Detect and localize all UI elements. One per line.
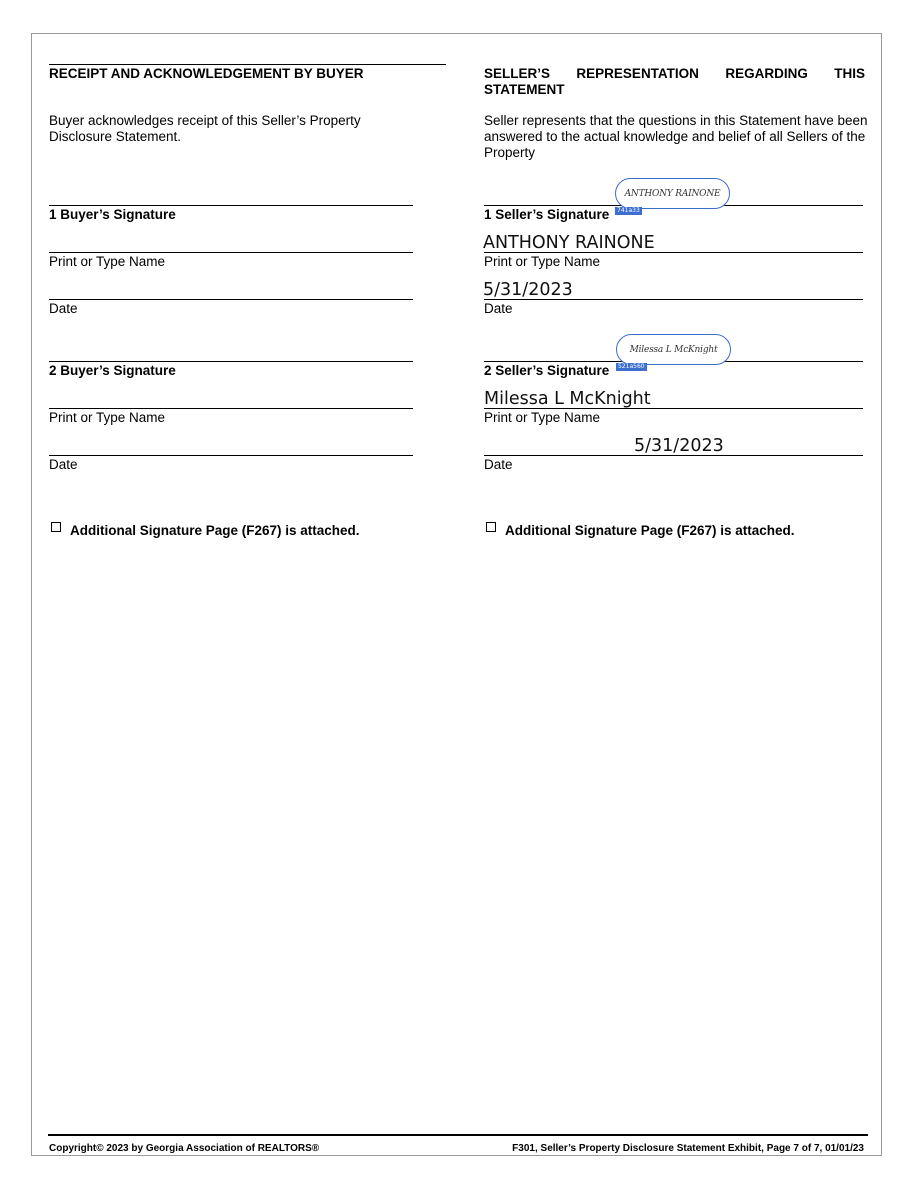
seller2-signature-label: 2 Seller’s Signature bbox=[484, 363, 610, 378]
buyer2-signature-label: 2 Buyer’s Signature bbox=[49, 363, 176, 378]
seller2-date-label: Date bbox=[484, 457, 513, 472]
buyer1-name-label: Print or Type Name bbox=[49, 254, 166, 269]
seller1-name-label: Print or Type Name bbox=[484, 254, 601, 269]
seller2-date-value[interactable]: 5/31/2023 bbox=[634, 436, 724, 456]
buyer1-name-line bbox=[49, 252, 413, 253]
seller2-name-label: Print or Type Name bbox=[484, 410, 601, 425]
seller1-date-line bbox=[484, 299, 863, 300]
seller1-date-label: Date bbox=[484, 301, 513, 316]
buyer2-name-label: Print or Type Name bbox=[49, 410, 166, 425]
buyer2-signature-line bbox=[49, 361, 413, 362]
buyer-heading: RECEIPT AND ACKNOWLEDGEMENT BY BUYER bbox=[49, 66, 364, 81]
seller2-signature-stamp[interactable] bbox=[616, 334, 731, 365]
buyer-acknowledgement: Buyer acknowledges receipt of this Seller’s Property Disclosure Statement. bbox=[49, 113, 361, 144]
seller2-signature-tag: 521a560 bbox=[618, 363, 645, 370]
seller1-signature: ANTHONY RAINONE bbox=[624, 188, 721, 199]
seller-additional-page-label: Additional Signature Page (F267) is attached. bbox=[505, 523, 795, 538]
buyer1-signature-label: 1 Buyer’s Signature bbox=[49, 207, 176, 222]
seller-heading-line2: STATEMENT bbox=[484, 82, 565, 97]
buyer1-date-label: Date bbox=[49, 301, 78, 316]
seller1-date-value[interactable]: 5/31/2023 bbox=[483, 280, 573, 300]
seller1-signature-label: 1 Seller’s Signature bbox=[484, 207, 610, 222]
seller2-date-line bbox=[484, 455, 863, 456]
seller1-name-line bbox=[484, 252, 863, 253]
buyer-heading-rule bbox=[49, 64, 446, 65]
seller2-name-value[interactable]: Milessa L McKnight bbox=[484, 389, 651, 409]
seller1-name-value[interactable]: ANTHONY RAINONE bbox=[483, 233, 655, 253]
footer-copyright: Copyright© 2023 by Georgia Association of REALTORS® bbox=[49, 1143, 320, 1154]
footer-form-info: F301, Seller’s Property Disclosure Statement Exhibit, Page 7 of 7, 01/01/23 bbox=[512, 1143, 864, 1154]
seller1-signature-tag: 741a33 bbox=[617, 207, 640, 214]
page-frame bbox=[31, 33, 882, 1156]
footer-rule bbox=[48, 1134, 868, 1136]
seller2-name-line bbox=[484, 408, 863, 409]
buyer2-date-line bbox=[49, 455, 413, 456]
buyer1-signature-line bbox=[49, 205, 413, 206]
seller-heading-line1: SELLER’S REPRESENTATION REGARDING THIS bbox=[484, 66, 865, 81]
seller-additional-page-checkbox[interactable] bbox=[486, 522, 496, 532]
buyer-additional-page-label: Additional Signature Page (F267) is attached. bbox=[70, 523, 360, 538]
seller1-signature-stamp[interactable] bbox=[615, 178, 730, 209]
buyer1-date-line bbox=[49, 299, 413, 300]
buyer-additional-page-checkbox[interactable] bbox=[51, 522, 61, 532]
buyer2-name-line bbox=[49, 408, 413, 409]
buyer2-date-label: Date bbox=[49, 457, 78, 472]
seller-representation: Seller represents that the questions in this Statement have been answered to the actual knowledge and belief of all Sellers of the Property bbox=[484, 113, 868, 160]
seller2-signature: Milessa L McKnight bbox=[629, 344, 718, 355]
